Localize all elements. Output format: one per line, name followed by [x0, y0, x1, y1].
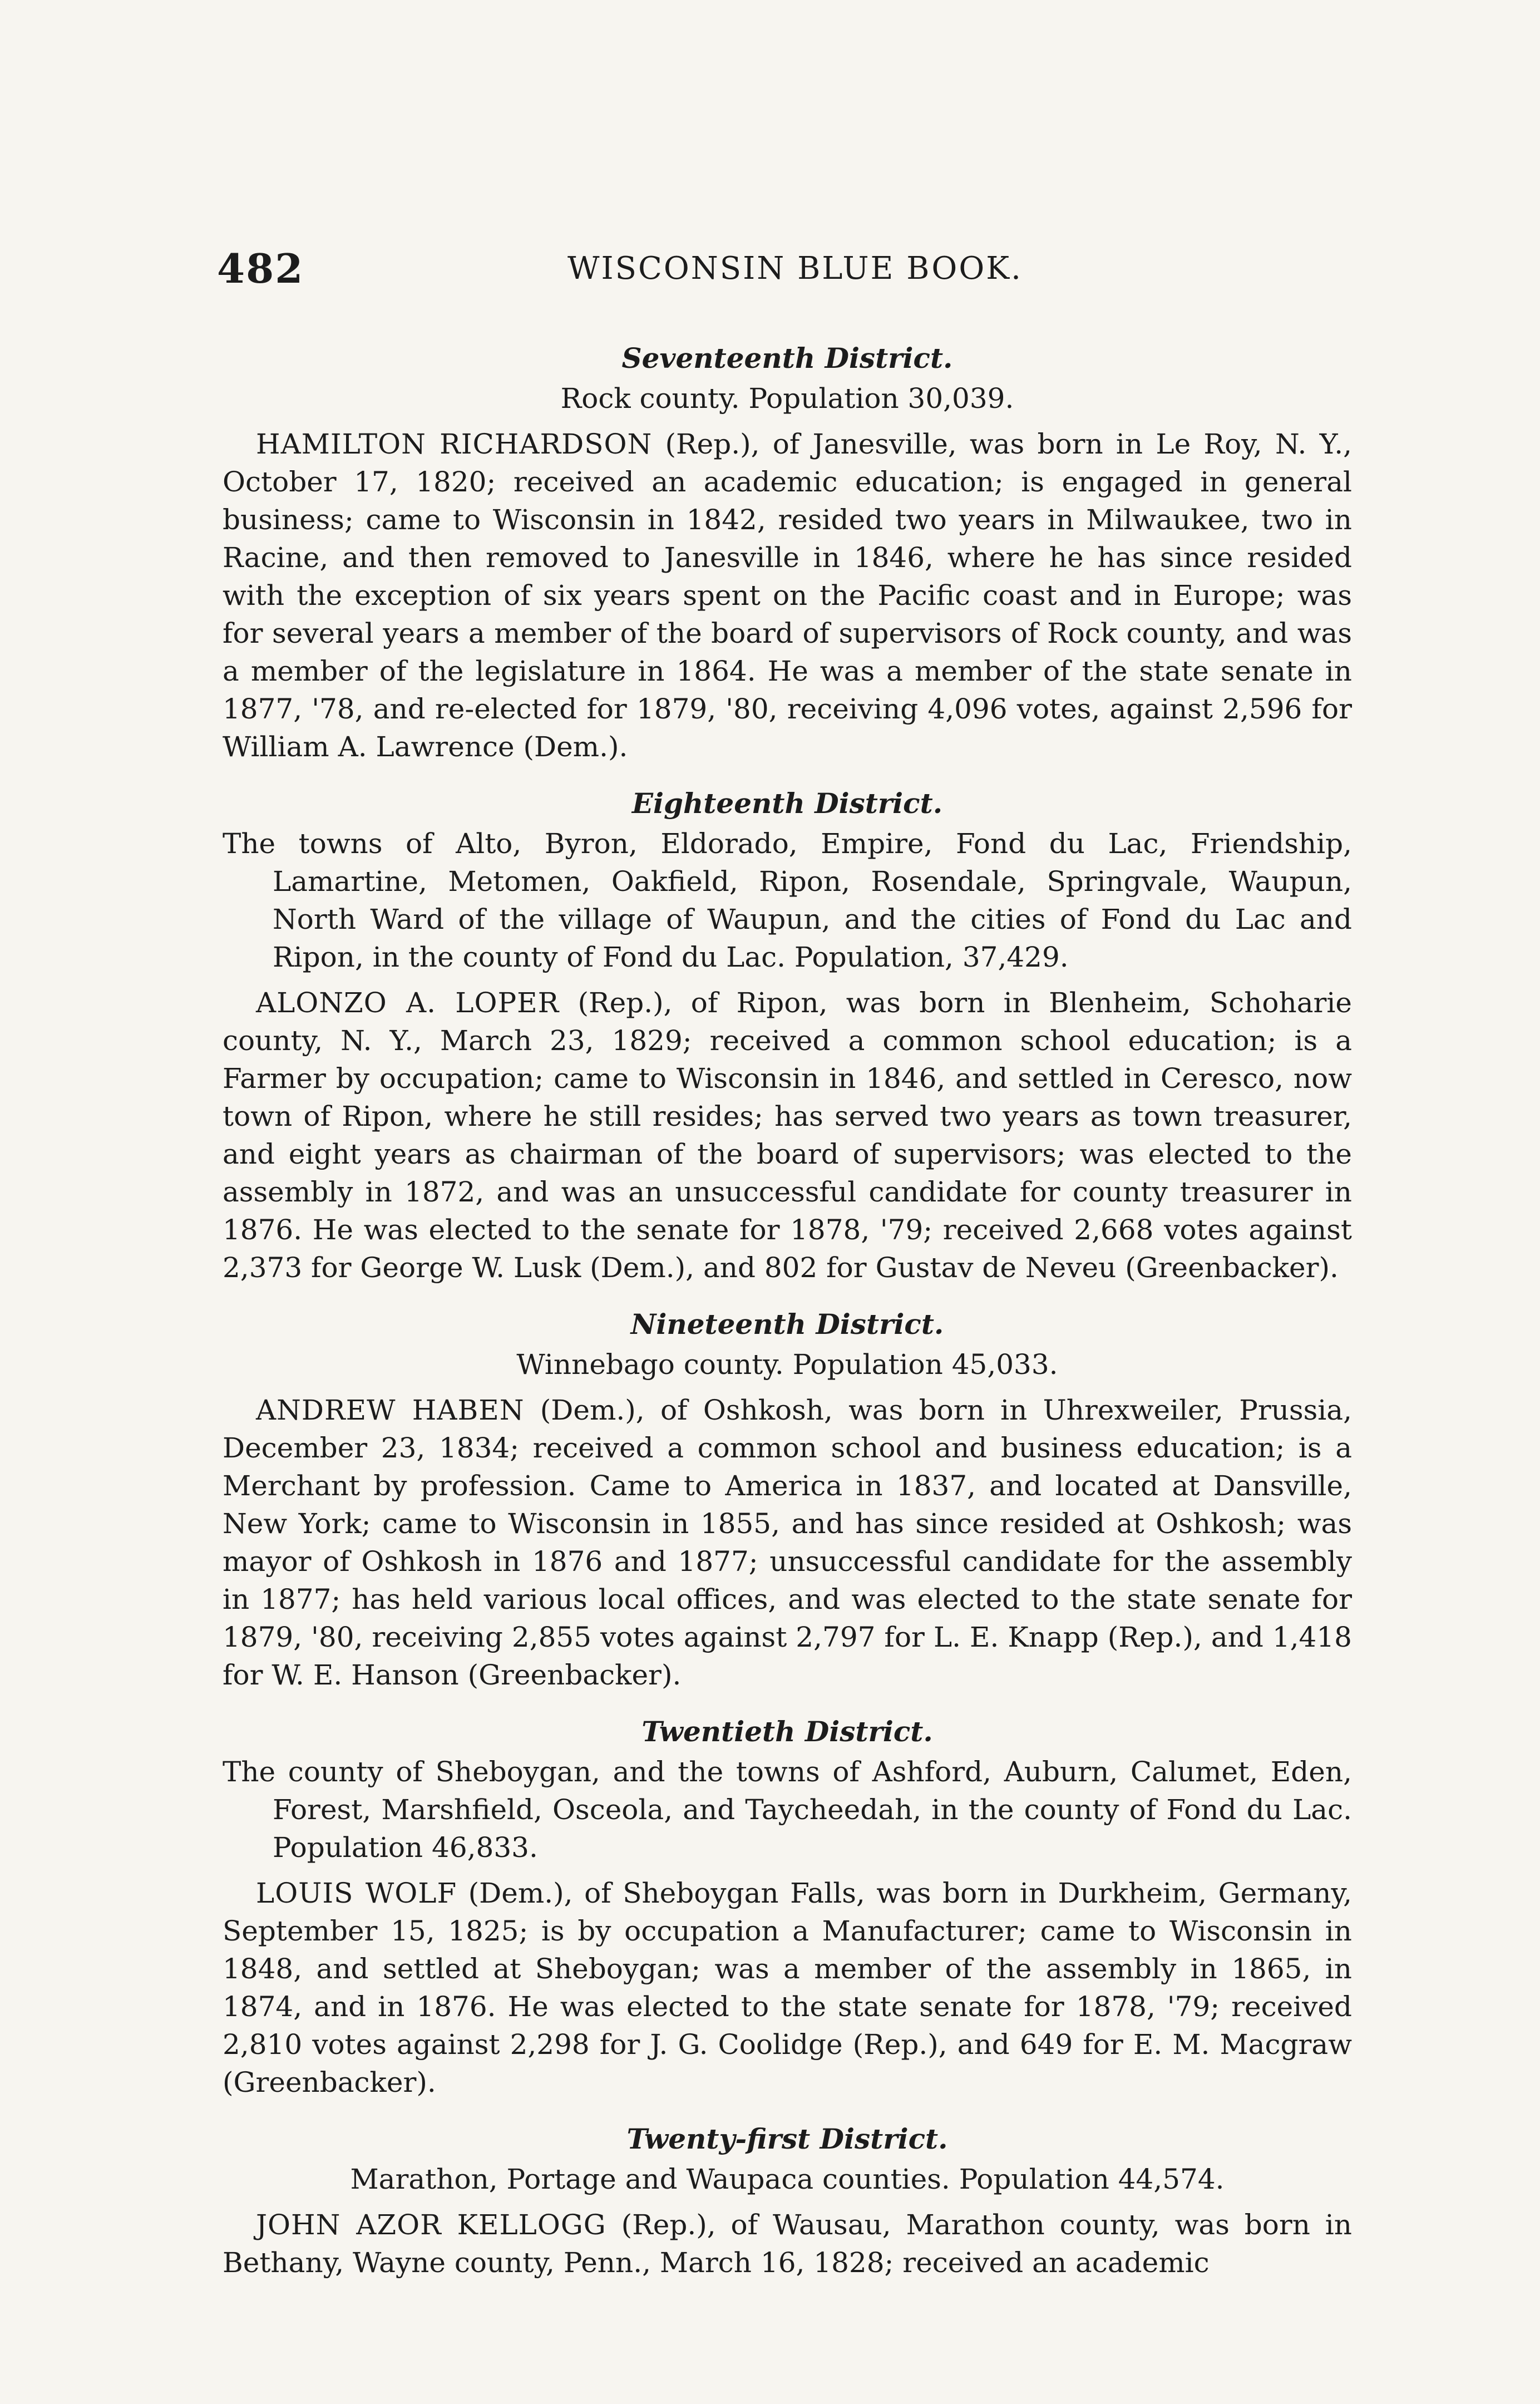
district-section-eighteenth	[223, 785, 1352, 1287]
district-section-nineteenth	[223, 1306, 1352, 1694]
senator-name: HAMILTON RICHARDSON	[256, 428, 653, 460]
biography-text: (Dem.), of Oshkosh, was born in Uhrexweiler, Prussia, December 23, 1834; received a common school and business education; is a Merchant by profession. Came to America in 1837, and located at Dansville, New York; came to Wisconsin in 1855, and has since resided at Oshkosh; was mayor of Oshkosh in 1876 and 1877; unsuccessful candidate for the assembly in 1877; has held various local offices, and was elected to the state senate for 1879, '80, receiving 2,855 votes against 2,797 for L. E. Knapp (Rep.), and 1,418 for W. E. Hanson (Greenbacker).	[223, 1394, 1352, 1691]
district-area: The towns of Alto, Byron, Eldorado, Empire, Fond du Lac, Friendship, Lamartine, Metomen, Oakfield, Ripon, Rosendale, Springvale, Waupun, North Ward of the village of Waupun, and the cities of Fond du Lac and Ripon, in the county of Fond du Lac. Population, 37,429.	[223, 827, 1352, 973]
district-heading: Twenty-first District.	[626, 2122, 948, 2155]
senator-name: LOUIS WOLF	[256, 1877, 457, 1909]
district-heading: Eighteenth District.	[631, 787, 943, 820]
district-section-twentieth	[223, 1713, 1352, 2101]
biography-text: (Rep.), of Wausau, Marathon county, was born in Bethany, Wayne county, Penn., March 16, 1828; received an academic	[223, 2209, 1352, 2279]
district-area: Rock county. Population 30,039.	[560, 382, 1014, 415]
page-header	[217, 245, 1352, 295]
senator-biography	[223, 425, 1352, 766]
district-area: Winnebago county. Population 45,033.	[516, 1348, 1058, 1381]
senator-name: ALONZO A. LOPER	[256, 987, 560, 1019]
district-section-twenty-first	[223, 2120, 1352, 2282]
district-area: Marathon, Portage and Waupaca counties. Population 44,574.	[350, 2163, 1225, 2195]
senator-biography	[223, 1391, 1352, 1694]
running-title: WISCONSIN BLUE BOOK.	[567, 250, 1023, 287]
biography-text: (Rep.), of Janesville, was born in Le Roy, N. Y., October 17, 1820; received an academic education; is engaged in general business; came to Wisconsin in 1842, resided two years in Milwaukee, two in Racine, and then removed to Janesville in 1846, where he has since resided with the exception of six years spent on the Pacific coast and in Europe; was for several years a member of the board of supervisors of Rock county, and was a member of the legislature in 1864. He was a member of the state senate in 1877, '78, and re-elected for 1879, '80, receiving 4,096 votes, against 2,596 for William A. Lawrence (Dem.).	[223, 428, 1352, 763]
district-heading: Twentieth District.	[641, 1715, 933, 1748]
senator-name: ANDREW HABEN	[256, 1394, 525, 1426]
senator-biography	[223, 1874, 1352, 2101]
district-heading: Nineteenth District.	[630, 1308, 944, 1341]
page-body	[223, 339, 1352, 2282]
senator-biography	[223, 2206, 1352, 2282]
page-number: 482	[217, 245, 304, 292]
district-heading: Seventeenth District.	[621, 342, 953, 375]
senator-biography	[223, 984, 1352, 1287]
district-area: The county of Sheboygan, and the towns of Ashford, Auburn, Calumet, Eden, Forest, Marshfield, Osceola, and Taycheedah, in the county of Fond du Lac. Population 46,833.	[223, 1756, 1352, 1864]
district-section-seventeenth	[223, 339, 1352, 766]
biography-text: (Rep.), of Ripon, was born in Blenheim, Schoharie county, N. Y., March 23, 1829; received a common school education; is a Farmer by occupation; came to Wisconsin in 1846, and settled in Ceresco, now town of Ripon, where he still resides; has served two years as town treasurer, and eight years as chairman of the board of supervisors; was elected to the assembly in 1872, and was an unsuccessful candidate for county treasurer in 1876. He was elected to the senate for 1878, '79; received 2,668 votes against 2,373 for George W. Lusk (Dem.), and 802 for Gustav de Neveu (Greenbacker).	[223, 987, 1352, 1284]
senator-name: JOHN AZOR KELLOGG	[256, 2209, 606, 2241]
biography-text: (Dem.), of Sheboygan Falls, was born in Durkheim, Germany, September 15, 1825; is by occupation a Manufacturer; came to Wisconsin in 1848, and settled at Sheboygan; was a member of the assembly in 1865, in 1874, and in 1876. He was elected to the state senate for 1878, '79; received 2,810 votes against 2,298 for J. G. Coolidge (Rep.), and 649 for E. M. Macgraw (Greenbacker).	[223, 1877, 1352, 2098]
